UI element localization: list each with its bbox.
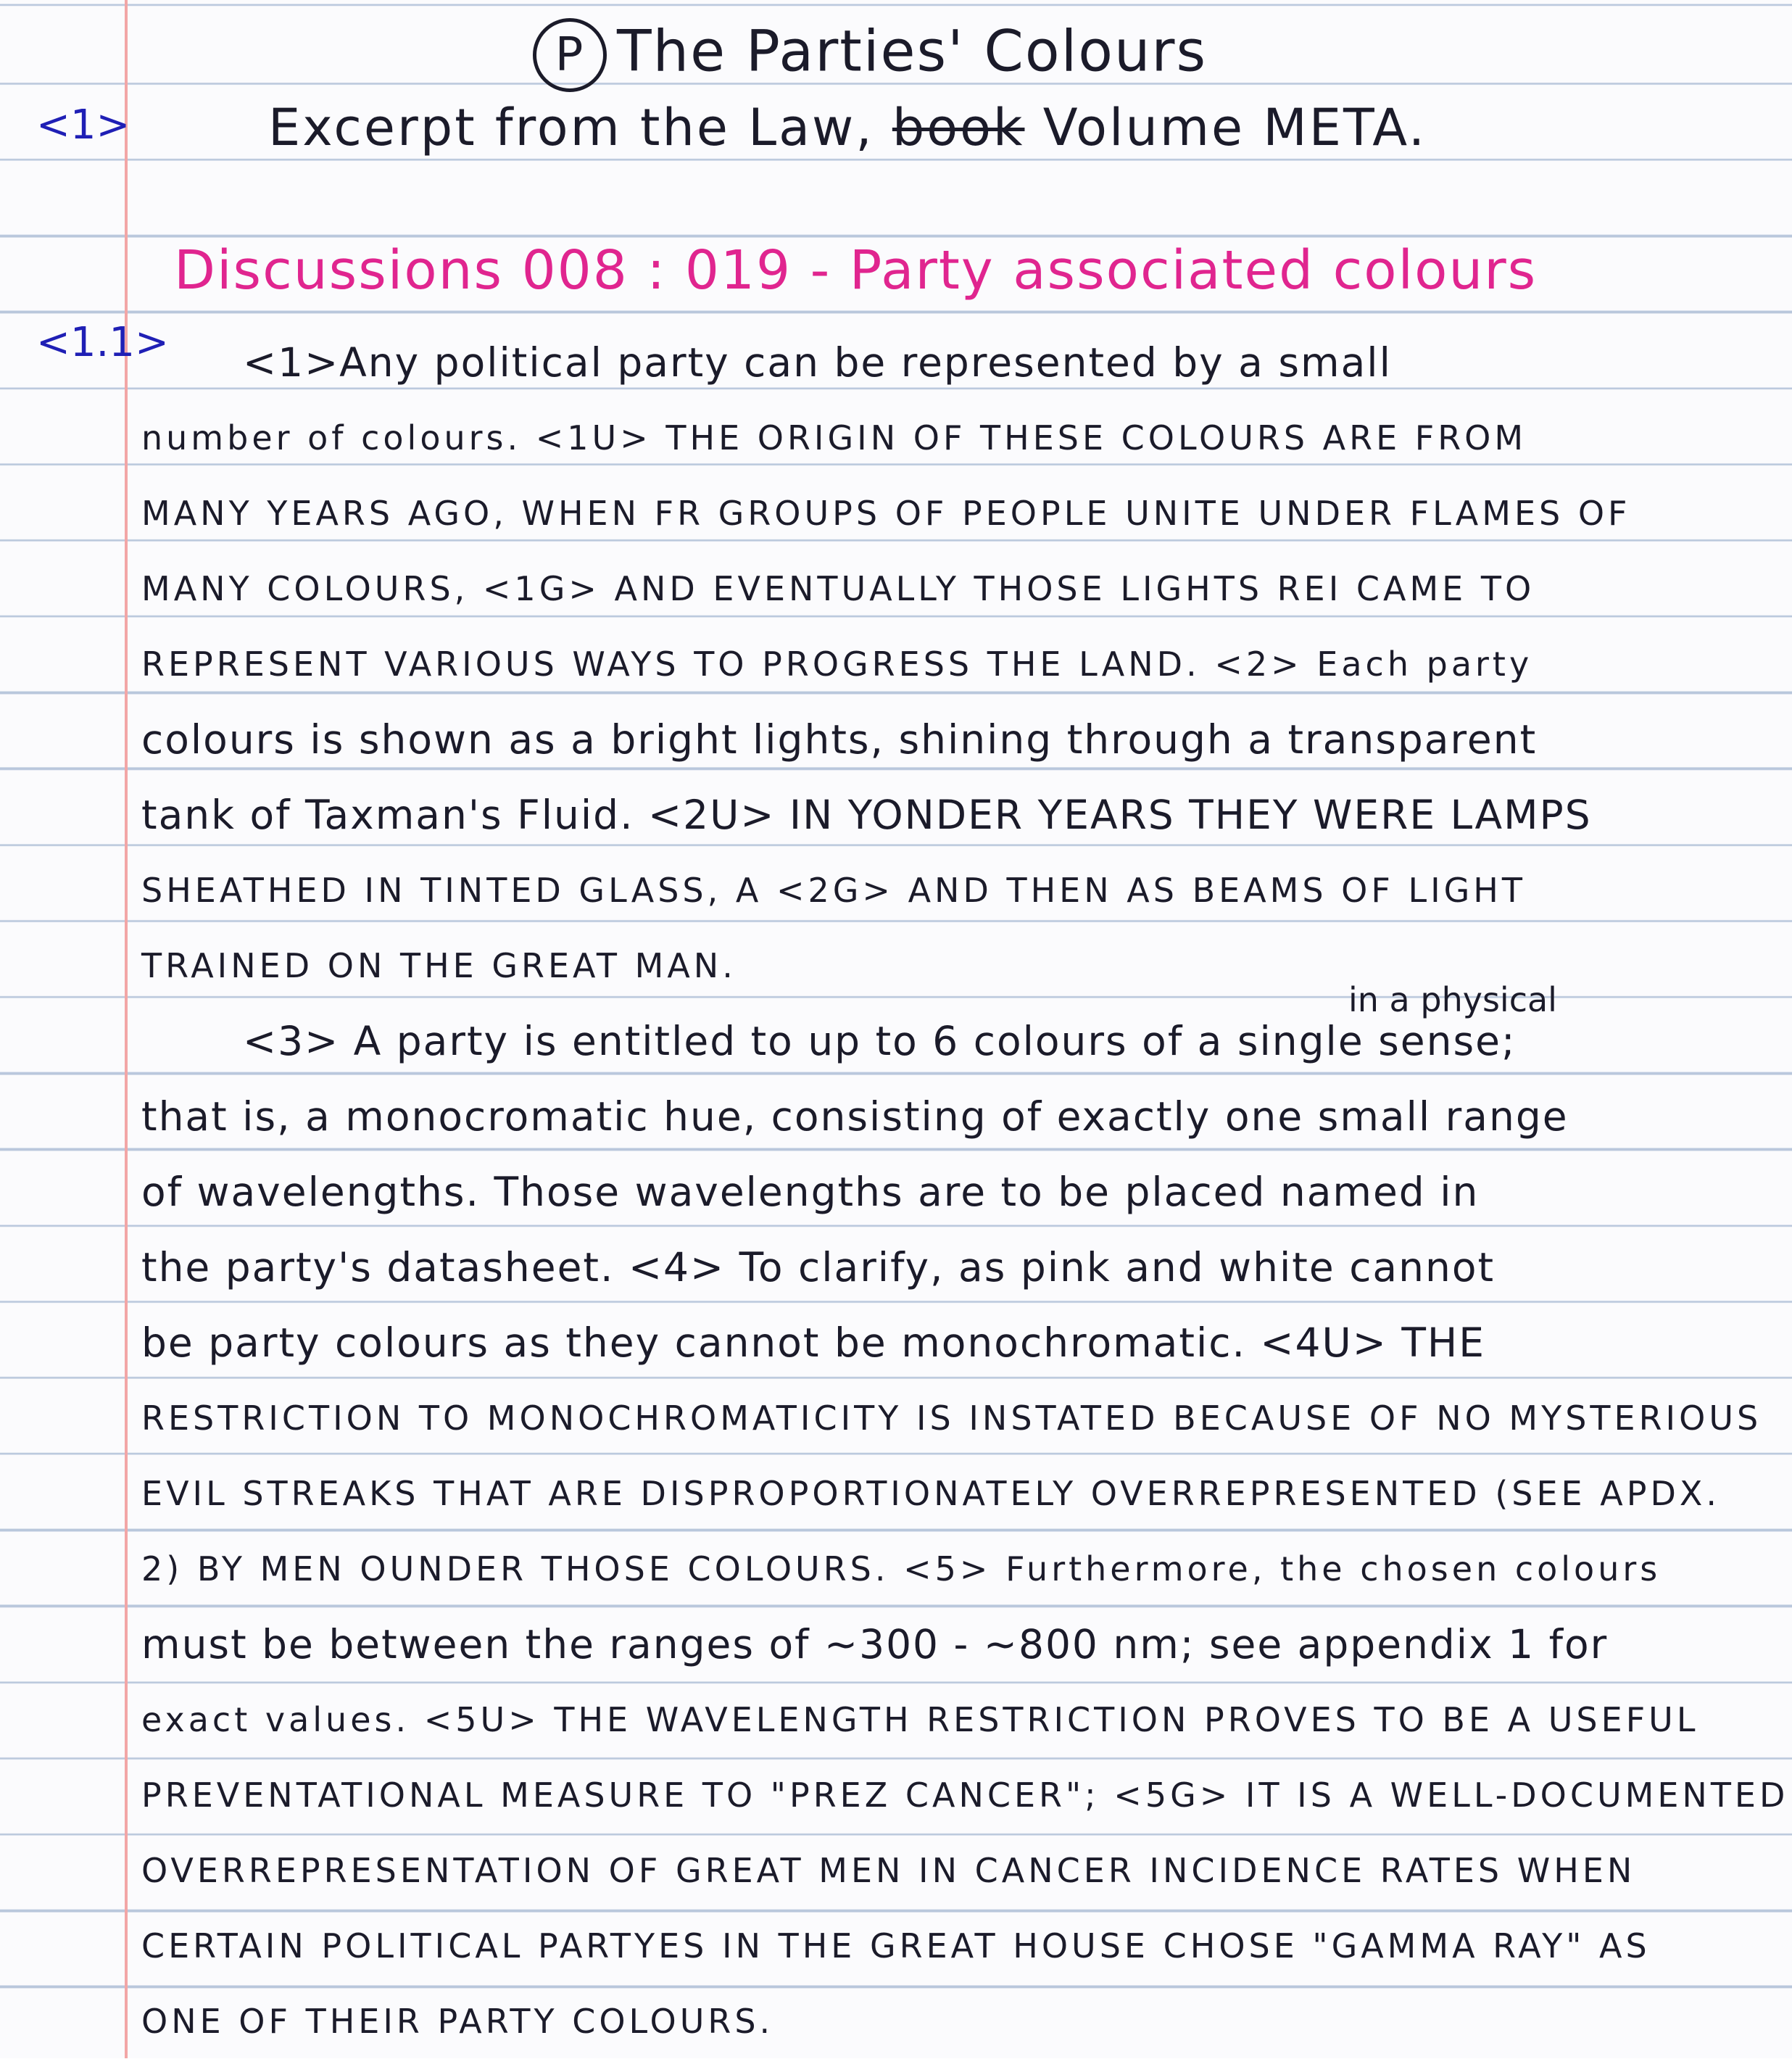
text-line: that is, a monocromatic hue, consisting of exactly one small range [141,1093,1569,1140]
text-line: OVERREPRESENTATION OF GREAT MEN IN CANCER INCIDENCE RATES WHEN [141,1851,1636,1890]
margin-rule [125,0,128,2058]
margin-note-1: <1> [36,102,130,149]
text-line: ONE OF THEIR PARTY COLOURS. [141,2002,774,2041]
margin-note-2: <1.1> [36,319,169,366]
text-line: 2) BY MEN OUNDER THOSE COLOURS. <5> Furthermore, the chosen colours [141,1549,1662,1588]
text-line: be party colours as they cannot be monochromatic. <4U> THE [141,1320,1486,1366]
section-heading: Discussions 008 : 019 - Party associated colours [174,239,1538,302]
text-line: EVIL STREAKS THAT ARE DISPROPORTIONATELY OVERREPRESENTED (SEE APDX. [141,1474,1721,1513]
text-line: exact values. <5U> THE WAVELENGTH RESTRICTION PROVES TO BE A USEFUL [141,1700,1699,1739]
body-text [141,325,1789,2059]
circled-letter: P [533,18,607,92]
page-title [533,18,1207,92]
text-line: TRAINED ON THE GREAT MAN. [141,946,737,985]
subtitle-struck-word: book [892,98,1025,157]
text-line: number of colours. <1U> THE ORIGIN OF THESE COLOURS ARE FROM [141,418,1527,457]
text-line: RESTRICTION TO MONOCHROMATICITY IS INSTATED BECAUSE OF NO MYSTERIOUS [141,1399,1762,1438]
text-line: <1>Any political party can be represented by a small [243,339,1392,386]
handwritten-insertion: in a physical [1348,980,1557,1019]
text-line: colours is shown as a bright lights, shining through a transparent [141,716,1538,763]
text-line: <3> A party is entitled to up to 6 colours of a single sense; [243,1018,1517,1064]
title-text: The Parties' Colours [617,19,1208,85]
text-line: REPRESENT VARIOUS WAYS TO PROGRESS THE LAND. <2> Each party [141,645,1533,684]
text-line: tank of Taxman's Fluid. <2U> IN YONDER YEARS THEY WERE LAMPS [141,792,1592,838]
text-line: of wavelengths. Those wavelengths are to be placed named in [141,1169,1480,1215]
subtitle-post: Volume META. [1042,98,1427,157]
text-line: MANY COLOURS, <1G> AND EVENTUALLY THOSE LIGHTS REI CAME TO [141,569,1535,608]
subtitle-pre: Excerpt from the Law, [268,98,874,157]
text-line: CERTAIN POLITICAL PARTYES IN THE GREAT HOUSE CHOSE "GAMMA RAY" AS [141,1926,1651,1965]
text-line: MANY YEARS AGO, WHEN FR GROUPS OF PEOPLE UNITE UNDER FLAMES OF [141,494,1631,533]
text-line: SHEATHED IN TINTED GLASS, A <2G> AND THEN AS BEAMS OF LIGHT [141,871,1526,910]
text-line: must be between the ranges of ~300 - ~800 nm; see appendix 1 for [141,1621,1609,1668]
page-subtitle [268,98,1427,157]
text-line: the party's datasheet. <4> To clarify, as pink and white cannot [141,1244,1496,1290]
text-line: PREVENTATIONAL MEASURE TO "PREZ CANCER"; <5G> IT IS A WELL-DOCUMENTED [141,1776,1789,1815]
